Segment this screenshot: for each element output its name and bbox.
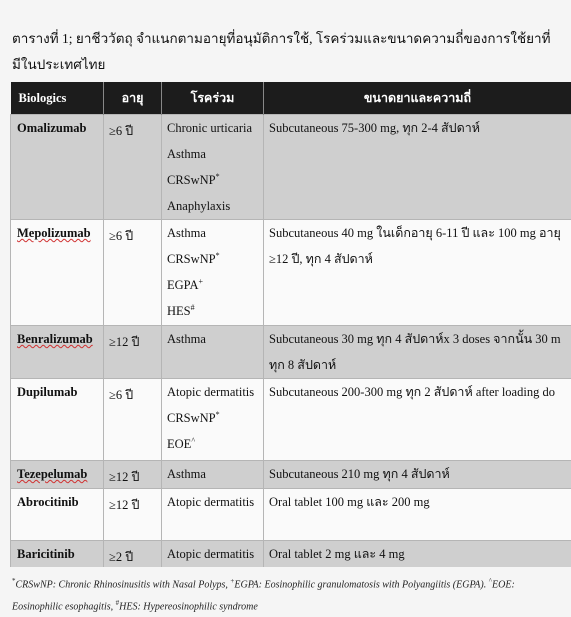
dosage-line: Subcutaneous 40 mg ในเด็กอายุ 6-11 ปี และ 100 mg อายุ (269, 220, 571, 246)
indications-cell (162, 326, 264, 379)
dosage-line: ≥12 ปี, ทุก 4 สัปดาห์ (269, 246, 571, 272)
dosage-line: Subcutaneous 210 mg ทุก 4 สัปดาห์ (269, 461, 571, 487)
indications-cell (162, 461, 264, 489)
age-cell: ≥6 ปี (104, 379, 162, 461)
drug-name: Dupilumab (17, 385, 77, 399)
indication-footnote-mark: * (216, 410, 220, 419)
dosage-line: Subcutaneous 200-300 mg ทุก 2 สัปดาห์ after loading do (269, 379, 571, 405)
table-footnote (12, 572, 562, 617)
footnote-symbol: # (116, 599, 120, 607)
indication-footnote-mark: * (216, 251, 220, 260)
header-dosage: ขนาดยาและความถี่ (264, 82, 571, 115)
indication-text: Anaphylaxis (167, 199, 230, 213)
indication-footnote-mark: * (216, 172, 220, 181)
indication-item (167, 272, 263, 298)
indication-text: Atopic dermatitis (167, 385, 254, 399)
dosage-cell (264, 379, 571, 461)
indications-cell (162, 220, 264, 326)
dosage-cell (264, 326, 571, 379)
table-row (11, 326, 571, 379)
biologics-table (10, 82, 571, 567)
drug-name-cell (11, 220, 104, 326)
drug-name-cell (11, 541, 104, 568)
indication-item (167, 461, 263, 487)
indication-text: CRSwNP (167, 411, 216, 425)
indication-text: CRSwNP (167, 252, 216, 266)
indication-item (167, 193, 263, 219)
indication-item (167, 489, 263, 515)
footnote-text: EOE: Eosinophilic esophagitis, (12, 579, 515, 612)
footnote-symbol: ^ (489, 577, 492, 585)
indication-text: Asthma (167, 467, 206, 481)
footnote-symbol: + (230, 577, 234, 585)
indication-text: CRSwNP (167, 173, 216, 187)
indication-text: Asthma (167, 332, 206, 346)
indication-text: Asthma (167, 147, 206, 161)
table-row (11, 115, 571, 220)
indication-text: Atopic dermatitis (167, 495, 254, 509)
drug-name: Benralizumab (17, 332, 93, 346)
dosage-cell (264, 115, 571, 220)
age-cell: ≥2 ปี (104, 541, 162, 568)
indication-item (167, 167, 263, 193)
drug-name-cell (11, 326, 104, 379)
drug-name: Mepolizumab (17, 226, 91, 240)
indication-text: EOE (167, 437, 191, 451)
dosage-line: Subcutaneous 75-300 mg, ทุก 2-4 สัปดาห์ (269, 115, 571, 141)
dosage-line: Oral tablet 2 mg และ 4 mg (269, 541, 571, 567)
indication-text: Atopic dermatitis (167, 547, 254, 561)
indication-item (167, 220, 263, 246)
indication-item (167, 141, 263, 167)
footnote-text: HES: Hypereosinophilic syndrome (119, 602, 258, 613)
indications-cell (162, 115, 264, 220)
indication-text: EGPA (167, 278, 199, 292)
indication-text: Chronic urticaria (167, 121, 252, 135)
indication-item (167, 326, 263, 352)
table-header-row (11, 82, 571, 115)
dosage-cell (264, 489, 571, 541)
footnote-text: EGPA: Eosinophilic granulomatosis with Polyangiitis (EGPA). (234, 579, 488, 590)
biologics-table-container (10, 82, 571, 567)
indication-item (167, 379, 263, 405)
table-caption: ตารางที่ 1; ยาชีววัตถุ จำแนกตามอายุที่อนุมัติการใช้, โรคร่วมและขนาดความถี่ของการใช้ยาที่มีในประเทศไทย (12, 26, 557, 78)
indication-footnote-mark: + (199, 277, 204, 286)
dosage-line: ทุก 8 สัปดาห์ (269, 352, 571, 378)
age-cell: ≥12 ปี (104, 326, 162, 379)
indication-text: Asthma (167, 226, 206, 240)
header-biologics: Biologics (11, 82, 104, 115)
age-cell: ≥6 ปี (104, 115, 162, 220)
indication-text: HES (167, 304, 191, 318)
drug-name-cell (11, 489, 104, 541)
footnote-text: CRSwNP: Chronic Rhinosinusitis with Nasal Polyps, (16, 579, 231, 590)
dosage-cell (264, 220, 571, 326)
indication-item (167, 298, 263, 324)
dosage-line: Oral tablet 100 mg และ 200 mg (269, 489, 571, 515)
table-body (11, 115, 571, 568)
dosage-line: Subcutaneous 30 mg ทุก 4 สัปดาห์x 3 doses จากนั้น 30 m (269, 326, 571, 352)
age-cell: ≥12 ปี (104, 489, 162, 541)
drug-name: Baricitinib (17, 547, 75, 561)
header-age: อายุ (104, 82, 162, 115)
indication-item (167, 115, 263, 141)
indication-footnote-mark: # (191, 303, 195, 312)
table-row (11, 541, 571, 568)
table-row (11, 461, 571, 489)
dosage-cell (264, 541, 571, 568)
header-indications: โรคร่วม (162, 82, 264, 115)
drug-name: Tezepelumab (17, 467, 87, 481)
drug-name: Omalizumab (17, 121, 86, 135)
indication-item (167, 431, 263, 457)
drug-name-cell (11, 115, 104, 220)
age-cell: ≥6 ปี (104, 220, 162, 326)
indications-cell (162, 541, 264, 568)
dosage-cell (264, 461, 571, 489)
drug-name-cell (11, 379, 104, 461)
indication-item (167, 541, 263, 567)
indication-footnote-mark: ^ (191, 436, 195, 445)
table-row (11, 489, 571, 541)
age-cell: ≥12 ปี (104, 461, 162, 489)
table-row (11, 220, 571, 326)
indications-cell (162, 489, 264, 541)
indication-item (167, 405, 263, 431)
indication-item (167, 246, 263, 272)
footnote-symbol: * (12, 577, 16, 585)
indications-cell (162, 379, 264, 461)
drug-name-cell (11, 461, 104, 489)
drug-name: Abrocitinib (17, 495, 79, 509)
table-row (11, 379, 571, 461)
